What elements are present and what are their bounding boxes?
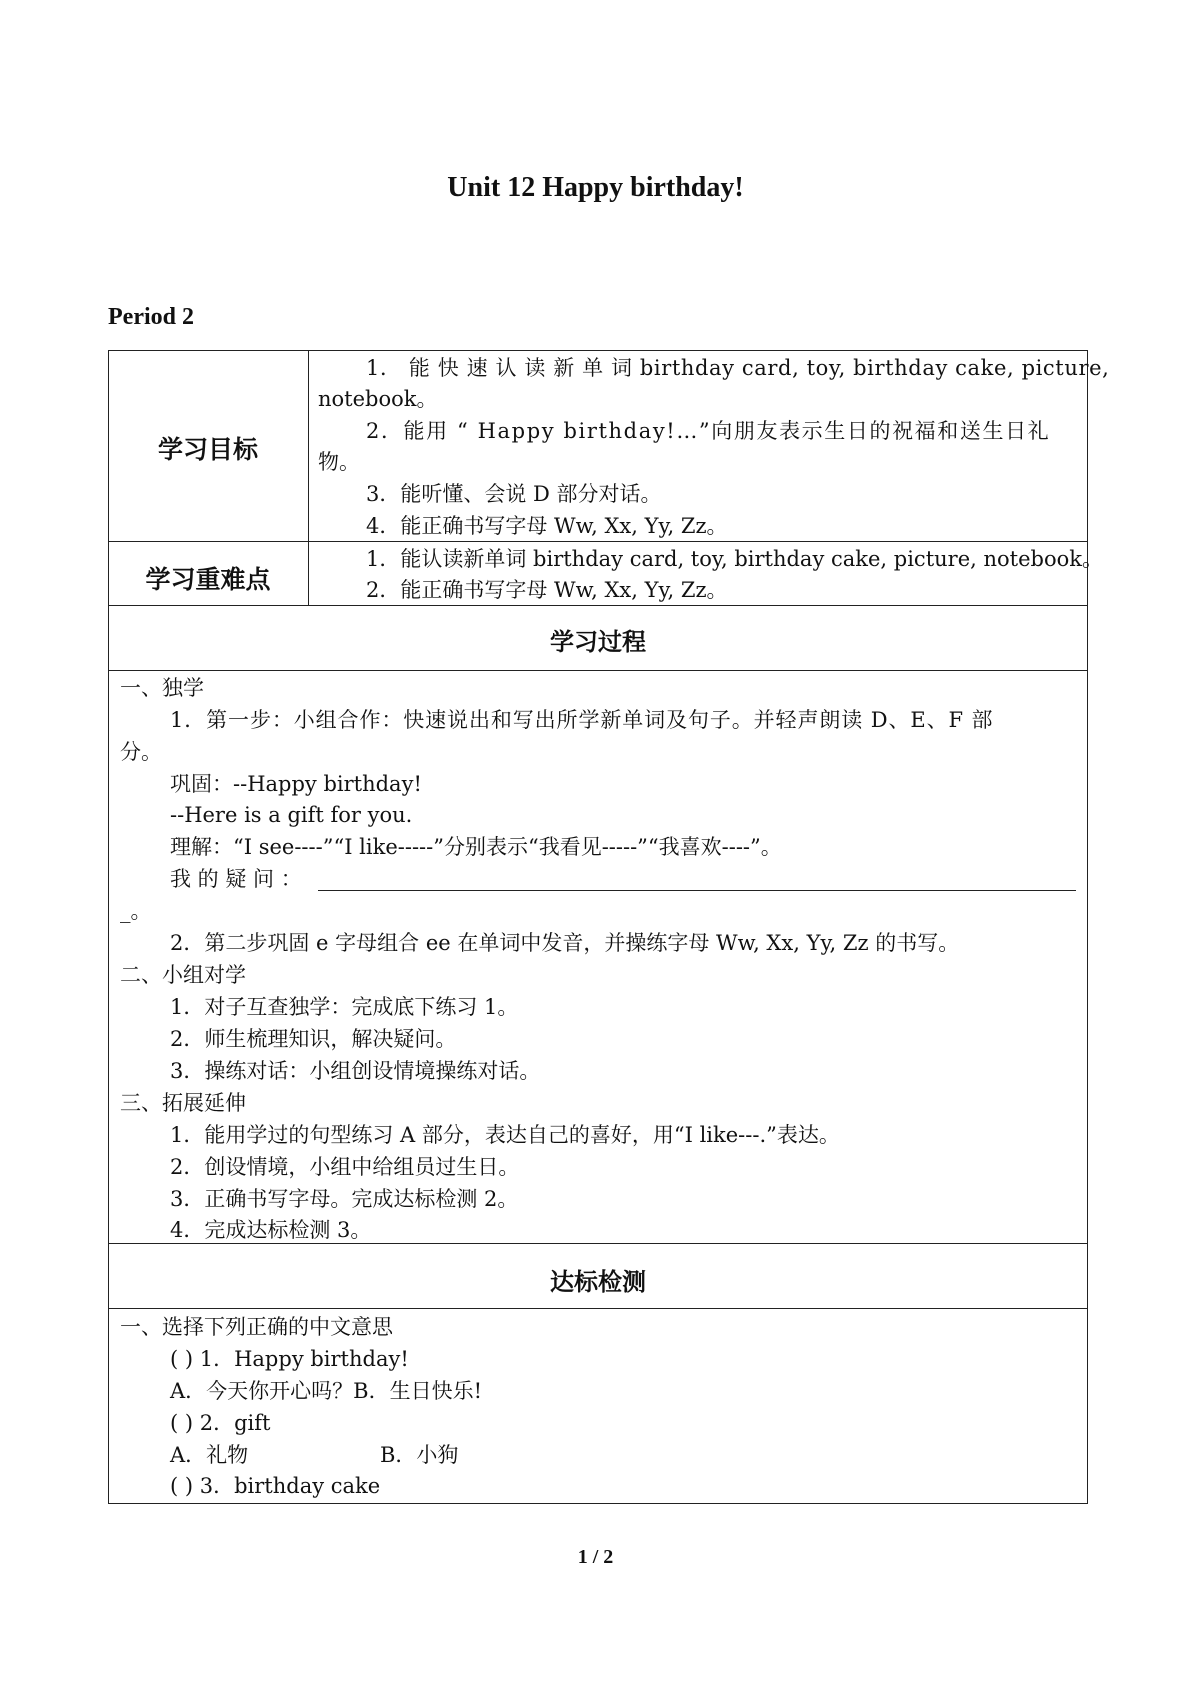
process-line: _。 [120,899,152,923]
table-rule [108,670,1088,671]
objective-line: 4．能正确书写字母 Ww, Xx, Yy, Zz。 [366,514,728,538]
process-line: 三、拓展延伸 [120,1091,246,1115]
page-number: 1 / 2 [577,1546,614,1568]
process-line: 1．对子互查独学：完成底下练习 1。 [170,995,519,1019]
key-points-label: 学习重难点 [145,565,271,594]
process-line: 2．第二步巩固 e 字母组合 ee 在单词中发音，并操练字母 Ww, Xx, Yy, Zz 的书写。 [170,931,960,955]
objective-line: 物。 [318,450,360,474]
process-line: 1．能用学过的句型练习 A 部分，表达自己的喜好，用“I like---.”表达。 [170,1123,840,1147]
process-line: 4．完成达标检测 3。 [170,1218,372,1242]
objectives-label: 学习目标 [157,435,258,464]
key-point-line: 1．能认读新单词 birthday card, toy, birthday cake, picture, notebook。 [366,547,1103,571]
process-line: 3．操练对话：小组创设情境操练对话。 [170,1059,541,1083]
table-rule [108,1308,1088,1309]
test-question: ( ) 1．Happy birthday! [170,1347,409,1371]
test-heading: 达标检测 [550,1268,646,1296]
process-line: --Here is a gift for you. [170,803,413,827]
key-point-line: 2．能正确书写字母 Ww, Xx, Yy, Zz。 [366,578,728,602]
test-question: ( ) 2．gift [170,1411,271,1435]
process-line: 一、独学 [120,676,204,700]
table-rule [108,541,1088,542]
objective-line: notebook。 [318,387,438,411]
objective-line: 1． 能 快 速 认 读 新 单 词 birthday card, toy, birthday cake, picture, [366,356,1110,380]
process-line: 分。 [120,740,162,764]
question-answer-line [318,890,1076,891]
test-question: ( ) 3．birthday cake [170,1474,381,1498]
test-option: B．小狗 [380,1443,459,1467]
test-option: A．今天你开心吗？B．生日快乐! [170,1379,483,1403]
objective-line: 2．能用 “ Happy birthday!…”向朋友表示生日的祝福和送生日礼 [366,419,1051,443]
process-heading: 学习过程 [550,628,646,656]
test-line: 一、选择下列正确的中文意思 [120,1315,393,1339]
table-rule [108,605,1088,606]
process-line: 3．正确书写字母。完成达标检测 2。 [170,1187,519,1211]
process-line: 2．师生梳理知识，解决疑问。 [170,1027,457,1051]
process-line: 理解：“I see----”“I like-----”分别表示“我看见-----”“我喜欢----”。 [170,835,782,859]
objective-line: 3．能听懂、会说 D 部分对话。 [366,482,662,506]
process-line: 巩固：--Happy birthday! [170,772,422,796]
period-heading: Period 2 [108,304,194,330]
process-line: 1．第一步：小组合作：快速说出和写出所学新单词及句子。并轻声朗读 D、E、F 部 [170,708,994,732]
process-line: 二、小组对学 [120,963,246,987]
document-title: Unit 12 Happy birthday! [447,172,744,203]
table-column-divider [308,350,309,605]
process-line: 2．创设情境，小组中给组员过生日。 [170,1155,520,1179]
process-line: 我 的 疑 问 ： [170,867,302,891]
test-option: A．礼物 [170,1443,249,1467]
